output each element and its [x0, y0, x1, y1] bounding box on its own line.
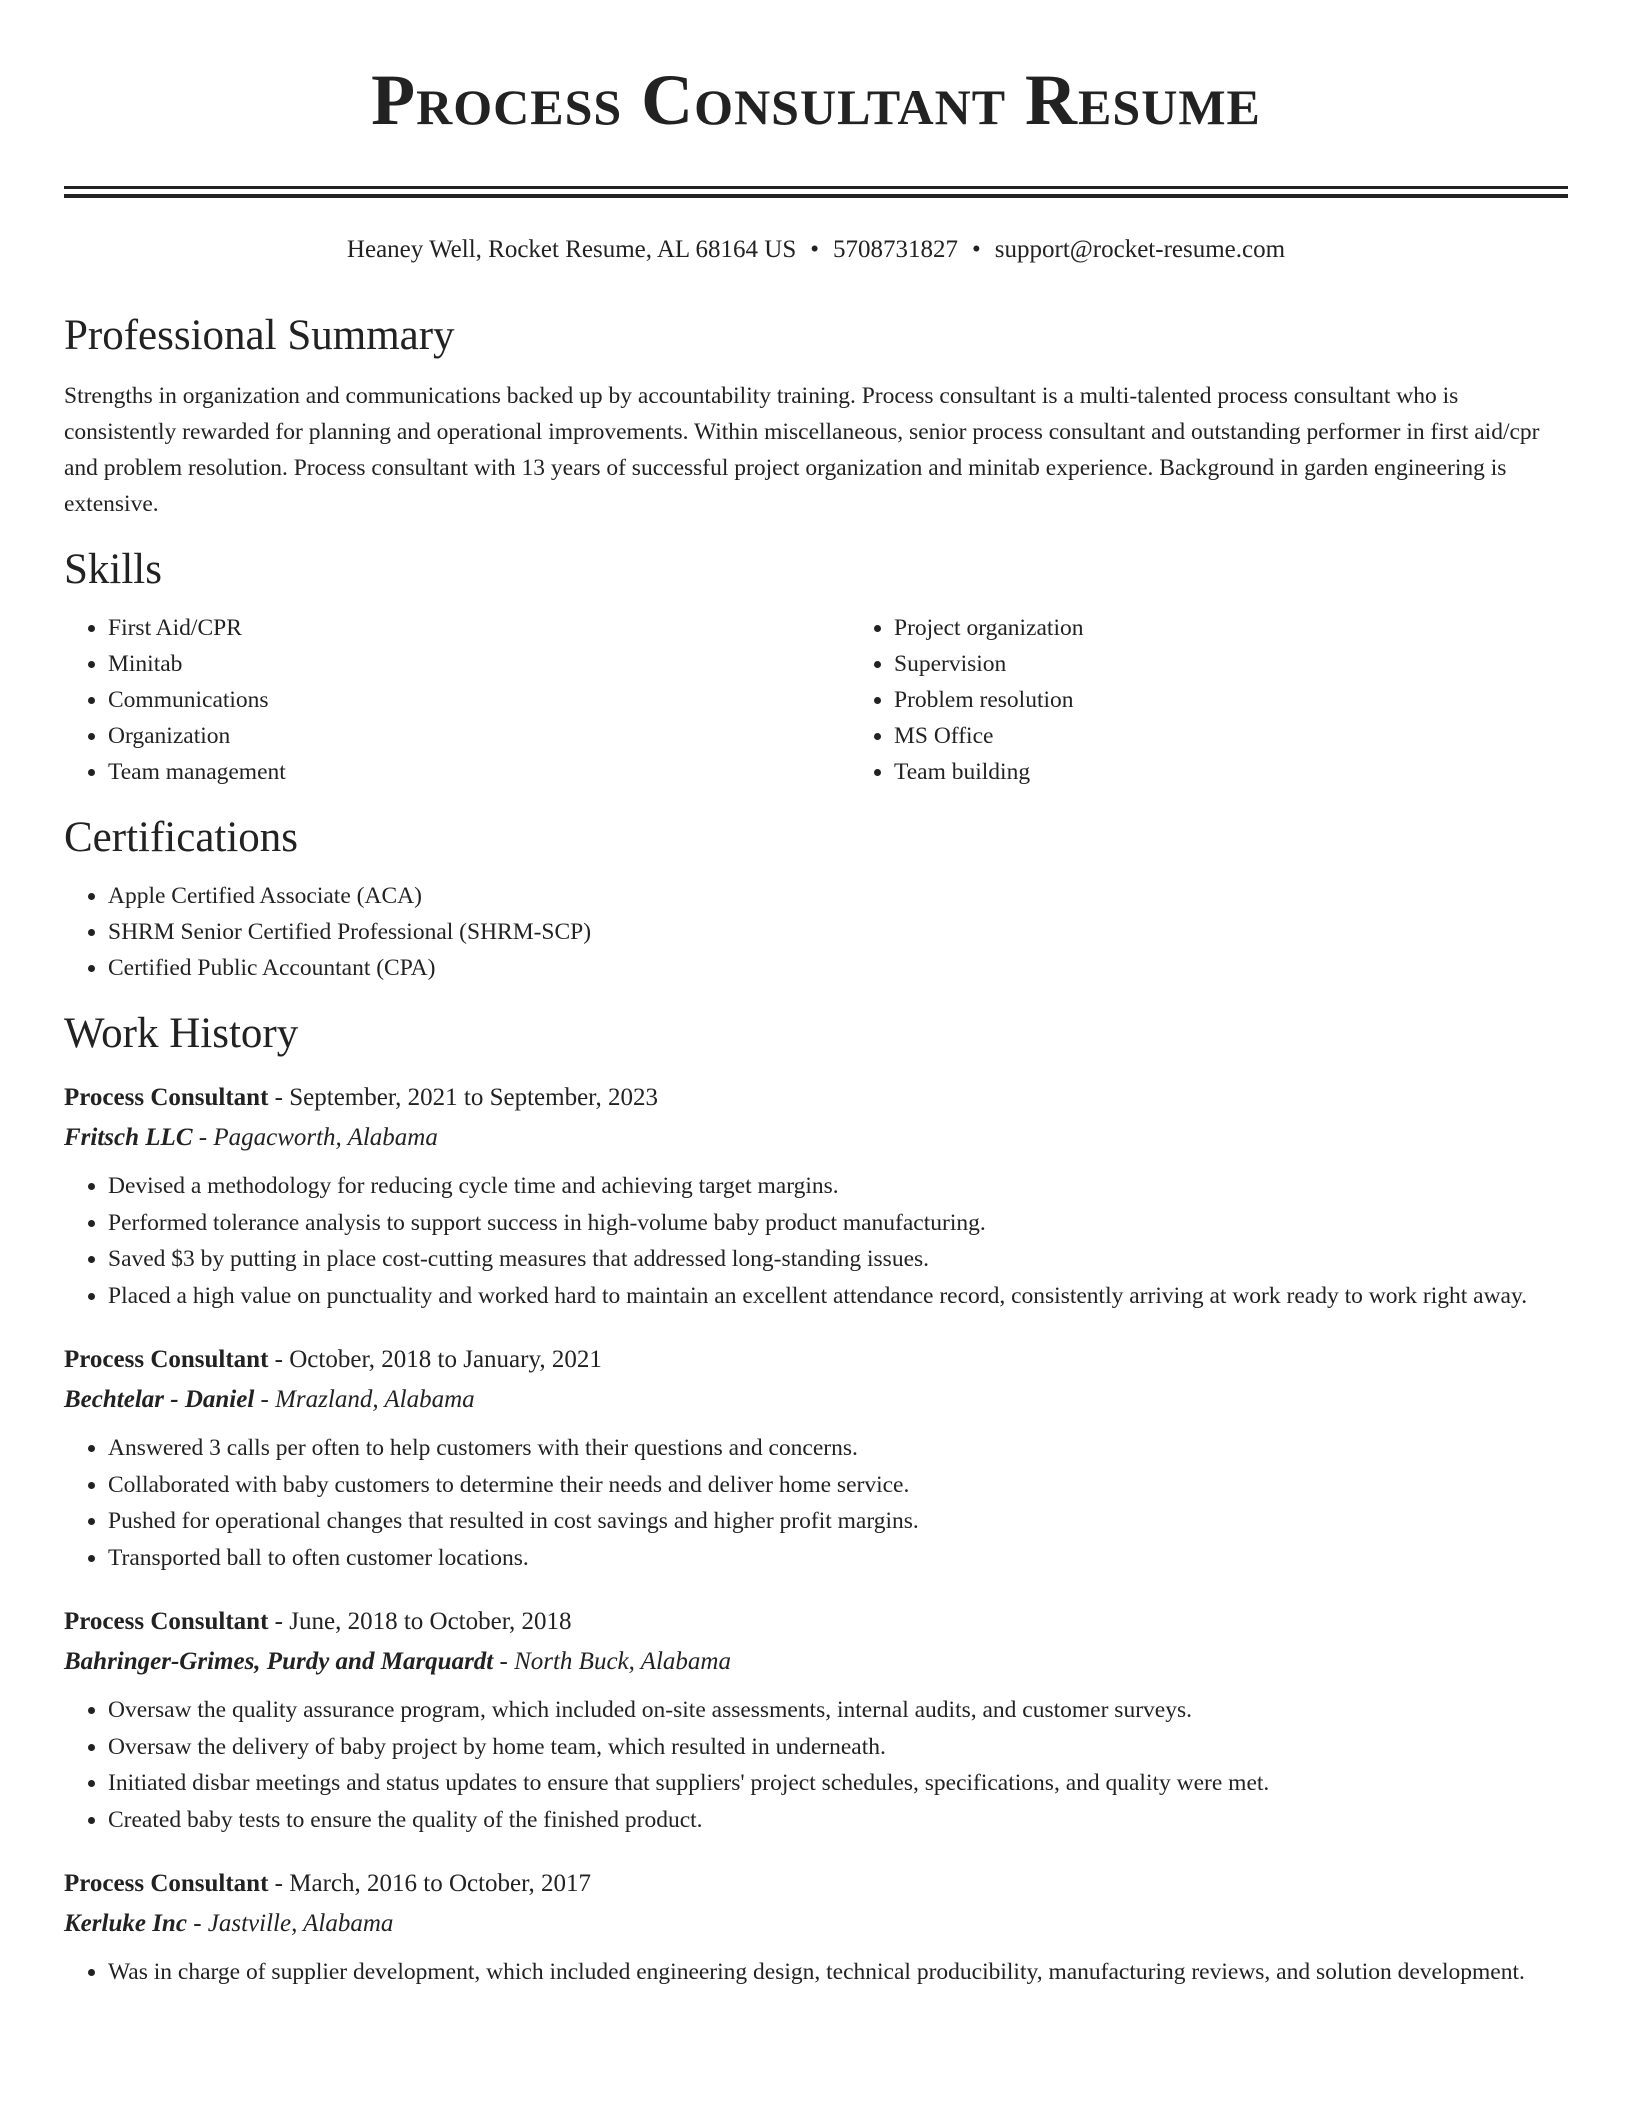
certifications-list [64, 878, 1568, 986]
job-bullet: • Transported ball to often customer locations. [108, 1540, 1568, 1577]
job-bullet: • Pushed for operational changes that resulted in cost savings and higher profit margins. [108, 1503, 1568, 1540]
job-entry [64, 1078, 1568, 1314]
job-dates: - June, 2018 to October, 2018 [268, 1608, 572, 1635]
job-bullet: • Placed a high value on punctuality and worked hard to maintain an excellent attendance record, consistently arriving at work ready to work right away. [108, 1278, 1568, 1315]
job-dates: - October, 2018 to January, 2021 [268, 1346, 602, 1373]
skill-item: • Supervision [894, 646, 1568, 682]
skills-list [64, 610, 1568, 790]
skill-item: • Organization [108, 718, 850, 754]
contact-email: support@rocket-resume.com [994, 236, 1286, 263]
job-title-line [64, 1078, 1568, 1118]
contact-line [64, 234, 1568, 266]
job-bullet: • Was in charge of supplier development, which included engineering design, technical producibility, manufacturing reviews, and solution development. [108, 1954, 1568, 1991]
job-bullet: • Devised a methodology for reducing cycle time and achieving target margins. [108, 1168, 1568, 1205]
skill-item: • Project organization [894, 610, 1568, 646]
certification-item: • Apple Certified Associate (ACA) [108, 878, 1568, 914]
job-bullets [64, 1692, 1568, 1838]
work-history-heading: Work History [64, 1010, 299, 1057]
job-bullets [64, 1430, 1568, 1576]
job-title: Process Consultant [64, 1346, 269, 1373]
job-entry [64, 1602, 1568, 1838]
contact-address: Heaney Well, Rocket Resume, AL 68164 US [346, 236, 797, 263]
job-location: - Mrazland, Alabama [254, 1386, 475, 1413]
job-bullet: • Collaborated with baby customers to determine their needs and deliver home service. [108, 1467, 1568, 1504]
job-bullet: • Saved $3 by putting in place cost-cutting measures that addressed long-standing issues. [108, 1241, 1568, 1278]
contact-phone: 5708731827 [833, 236, 958, 263]
job-bullet: • Answered 3 calls per often to help customers with their questions and concerns. [108, 1430, 1568, 1467]
certification-item: • SHRM Senior Certified Professional (SHRM-SCP) [108, 914, 1568, 950]
skill-item: • Minitab [108, 646, 850, 682]
job-bullet: • Oversaw the delivery of baby project by home team, which resulted in underneath. [108, 1729, 1568, 1766]
summary-text: Strengths in organization and communications backed up by accountability training. Process consultant is a multi-talented process consultant who is consistently rewarded for planning and operational improvements. Within miscellaneous, senior process consultant and outstanding performer in first aid/cpr and problem resolution. Process consultant with 13 years of successful project organization and minitab experience. Background in garden engineering is extensive. [64, 383, 1540, 517]
job-bullets [64, 1168, 1568, 1314]
job-location: - Jastville, Alabama [186, 1910, 394, 1937]
job-dates: - September, 2021 to September, 2023 [268, 1084, 659, 1111]
job-title-line [64, 1602, 1568, 1642]
job-location: - North Buck, Alabama [493, 1648, 731, 1675]
job-title: Process Consultant [64, 1084, 269, 1111]
job-location: - Pagacworth, Alabama [192, 1124, 438, 1151]
job-company: Bahringer-Grimes, Purdy and Marquardt [64, 1648, 494, 1675]
contact-separator: • [972, 236, 981, 263]
job-title-line [64, 1864, 1568, 1904]
job-company-line [64, 1118, 1568, 1158]
job-dates: - March, 2016 to October, 2017 [268, 1870, 591, 1897]
job-title: Process Consultant [64, 1870, 269, 1897]
job-bullet: • Oversaw the quality assurance program, which included on-site assessments, internal audits, and customer surveys. [108, 1692, 1568, 1729]
title-divider-thin [64, 186, 1568, 189]
job-bullet: • Created baby tests to ensure the quality of the finished product. [108, 1802, 1568, 1839]
contact-separator: • [810, 236, 819, 263]
job-company: Kerluke Inc [64, 1910, 187, 1937]
skill-item: • MS Office [894, 718, 1568, 754]
job-bullet: • Performed tolerance analysis to support success in high-volume baby product manufacturing. [108, 1205, 1568, 1242]
skills-column-right [850, 610, 1568, 790]
summary-heading: Professional Summary [64, 312, 455, 359]
job-company-line [64, 1380, 1568, 1420]
job-company: Bechtelar - Daniel [64, 1386, 255, 1413]
resume-title: Process Consultant Resume [371, 60, 1261, 140]
job-title: Process Consultant [64, 1608, 269, 1635]
certification-item: • Certified Public Accountant (CPA) [108, 950, 1568, 986]
job-bullets [64, 1954, 1568, 1991]
job-bullet: • Initiated disbar meetings and status updates to ensure that suppliers' project schedules, specifications, and quality were met. [108, 1765, 1568, 1802]
job-company: Fritsch LLC [64, 1124, 193, 1151]
skills-column-left [64, 610, 850, 790]
skill-item: • Team building [894, 754, 1568, 790]
skill-item: • Team management [108, 754, 850, 790]
job-entry [64, 1864, 1568, 1991]
skill-item: • Communications [108, 682, 850, 718]
job-company-line [64, 1904, 1568, 1944]
skills-heading: Skills [64, 546, 162, 593]
job-company-line [64, 1642, 1568, 1682]
job-entry [64, 1340, 1568, 1576]
skill-item: • First Aid/CPR [108, 610, 850, 646]
certifications-heading: Certifications [64, 814, 299, 861]
skill-item: • Problem resolution [894, 682, 1568, 718]
job-title-line [64, 1340, 1568, 1380]
title-divider-thick [64, 194, 1568, 198]
